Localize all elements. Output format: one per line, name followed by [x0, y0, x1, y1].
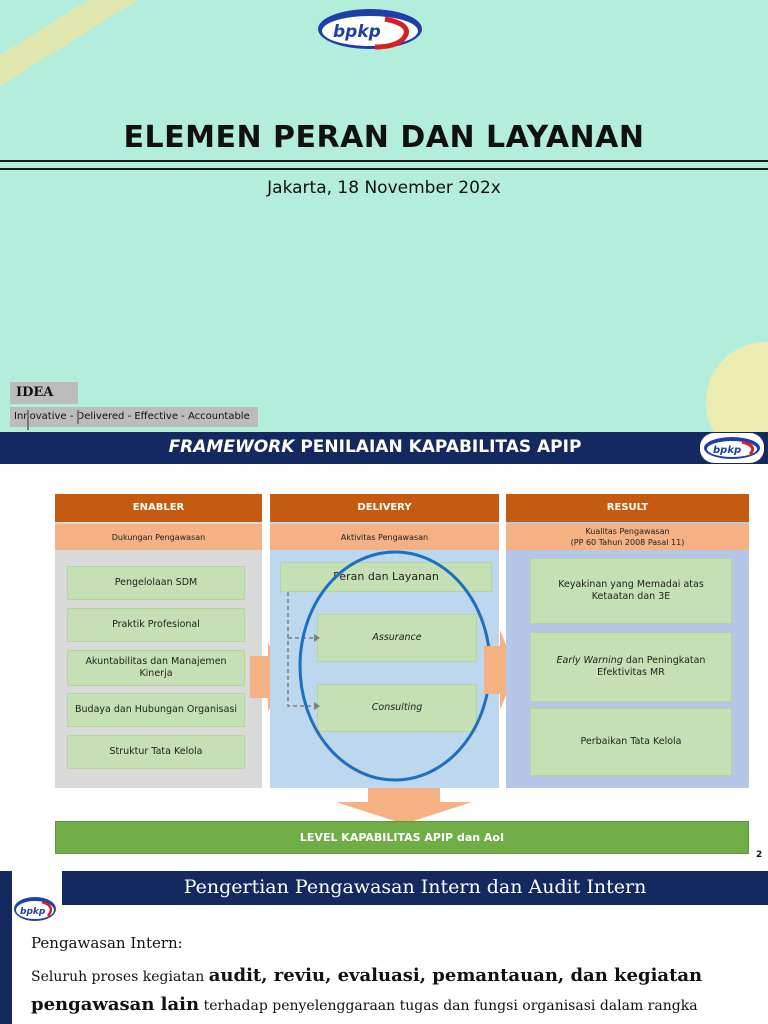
svg-text:bpkp: bpkp [20, 907, 46, 917]
arrow-down-icon [336, 788, 472, 824]
idea-label: IDEA [10, 382, 78, 404]
slide-title: Pengertian Pengawasan Intern dan Audit Intern [183, 876, 647, 898]
result-item: Perbaikan Tata Kelola [530, 708, 732, 776]
bpkp-logo [12, 892, 58, 926]
page-number: 2 [756, 850, 763, 860]
title-slide [0, 0, 768, 432]
kapabilitas-bar: LEVEL KAPABILITAS APIP dan AoI [55, 821, 749, 854]
delivery-subheading: Aktivitas Pengawasan [270, 524, 499, 550]
delivery-circle-and-connectors [270, 494, 499, 788]
framework-slide [0, 432, 768, 862]
svg-text:bpkp: bpkp [713, 445, 742, 456]
enabler-item: Budaya dan Hubungan Organisasi [67, 693, 245, 727]
title-rest: PENILAIAN KAPABILITAS APIP [300, 437, 582, 457]
definition-body: Seluruh proses kegiatan audit, reviu, evaluasi, pemantauan, dan kegiatan pengawasan lain terhadap penyelenggaraan tugas dan fungsi organisasi dalam rangka [31, 965, 703, 1015]
slide-side-bar [0, 871, 12, 1024]
bpkp-logo [315, 5, 425, 53]
assurance-box: Assurance [317, 614, 477, 662]
consulting-box: Consulting [317, 684, 477, 732]
svg-text:bpkp: bpkp [333, 22, 381, 42]
decorative-stripe [0, 0, 152, 97]
enabler-item: Struktur Tata Kelola [67, 735, 245, 769]
bpkp-logo [700, 433, 764, 463]
slide-date: Jakarta, 18 November 202x [267, 178, 501, 198]
result-heading: RESULT [506, 494, 749, 522]
delivery-heading: DELIVERY [270, 494, 499, 522]
title-rule [0, 168, 768, 170]
result-item: Early Warning dan Peningkatan Efektivitas MR [530, 632, 732, 702]
result-column [506, 494, 749, 788]
enabler-item: Pengelolaan SDM [67, 566, 245, 600]
definition-label: Pengawasan Intern: [31, 934, 183, 952]
peran-layanan-box: Peran dan Layanan [280, 562, 492, 592]
enabler-column [55, 494, 262, 788]
enabler-item: Praktik Profesional [67, 608, 245, 642]
slide-title [0, 432, 750, 464]
result-subheading: Kualitas Pengawasan (PP 60 Tahun 2008 Pasal 11) [506, 524, 749, 550]
idea-tagline: Innovative - Delivered - Effective - Accountable [10, 407, 258, 427]
enabler-heading: ENABLER [55, 494, 262, 522]
slide-title: ELEMEN PERAN DAN LAYANAN [123, 120, 645, 155]
title-rule [0, 160, 768, 162]
enabler-subheading: Dukungan Pengawasan [55, 524, 262, 550]
definition-slide [0, 862, 768, 1024]
enabler-item: Akuntabilitas dan Manajemen Kinerja [67, 650, 245, 686]
title-italic: FRAMEWORK [168, 437, 295, 457]
delivery-column [270, 494, 499, 788]
decorative-circle [706, 342, 768, 432]
result-item: Keyakinan yang Memadai atas Ketaatan dan 3E [530, 558, 732, 624]
